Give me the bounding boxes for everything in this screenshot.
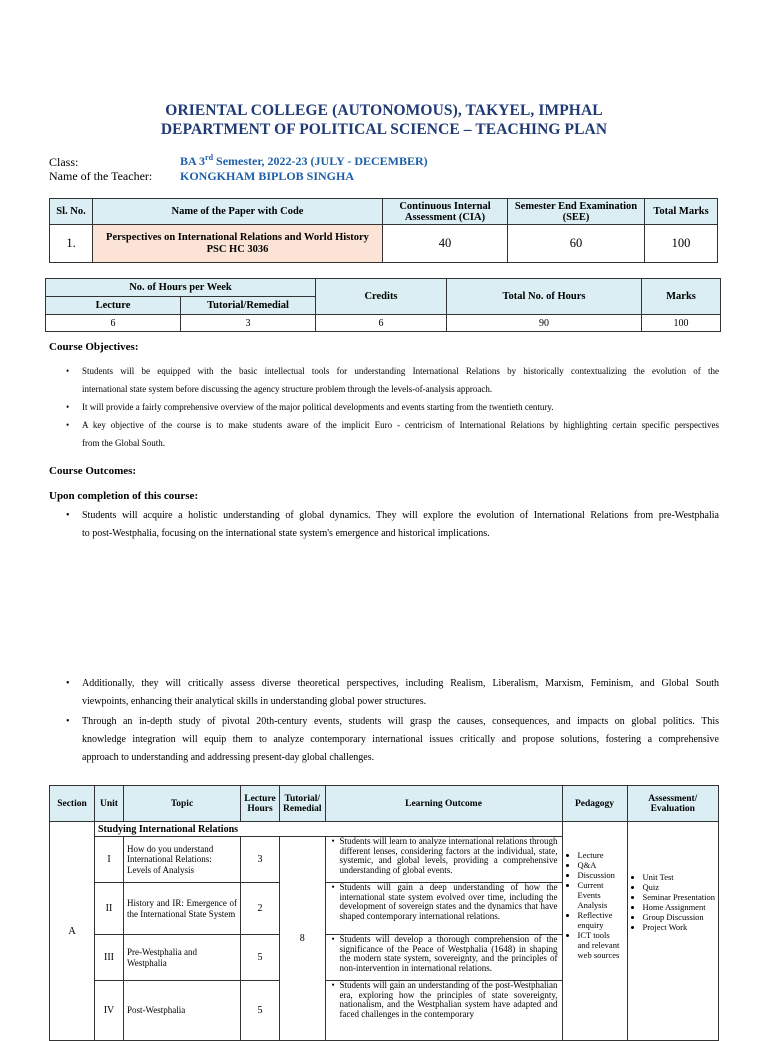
objective-1-line-1: Students will be equipped with the basic intellectual tools for understanding International Relations by historically contextualizing the evolution of the [82, 366, 719, 376]
cell-credits: 6 [316, 315, 447, 332]
header-total-hours: Total No. of Hours [447, 279, 642, 315]
cell-topic: How do you understand International Relations: Levels of Analysis [124, 837, 241, 883]
header-marks: Marks [642, 279, 721, 315]
header-topic: Topic [124, 786, 241, 822]
cell-lecture-hours: 3 [241, 837, 280, 883]
outcome-3-line-3: approach to understanding and addressing present-day global challenges. [82, 752, 375, 763]
assessment-item: • Seminar Presentation [643, 892, 715, 902]
header-sl-no: Sl. No. [50, 199, 93, 225]
pedagogy-item: • ICT tools and relevant web sources [578, 930, 624, 960]
header-unit: Unit [95, 786, 124, 822]
bullet-icon: • [66, 366, 70, 376]
cell-tutorial: 3 [181, 315, 316, 332]
cell-unit: I [95, 837, 124, 883]
cell-paper-name: Perspectives on International Relations and World History PSC HC 3036 [93, 225, 383, 263]
cell-lecture: 6 [46, 315, 181, 332]
cell-sl-no: 1. [50, 225, 93, 263]
bullet-icon: • [66, 420, 70, 430]
pedagogy-item: • Reflective enquiry [578, 910, 624, 930]
teacher-label: Name of the Teacher: [49, 169, 153, 183]
cell-marks: 100 [642, 315, 721, 332]
assessment-item: • Project Work [643, 922, 715, 932]
header-assessment: Assessment/ Evaluation [627, 786, 718, 822]
cell-tutorial: 8 [280, 837, 326, 1041]
cell-learning-outcome: • Students will gain a deep understanding of how the international state system evolved over time, including the development of sovereign states and the dynamics that have shaped contemporary international relations. [325, 883, 562, 935]
header-pedagogy: Pedagogy [562, 786, 627, 822]
header-cia: Continuous Internal Assessment (CIA) [383, 199, 508, 225]
objectives-heading: Course Objectives: [49, 341, 139, 353]
cell-see: 60 [508, 225, 645, 263]
objective-2: It will provide a fairly comprehensive overview of the major political developments and events starting from the twentieth century. [82, 402, 554, 412]
cell-lecture-hours: 5 [241, 981, 280, 1041]
outcome-2-line-2: viewpoints, enhancing their analytical skills in understanding global power structures. [82, 696, 427, 707]
class-label: Class: [49, 155, 79, 169]
teacher-value: KONGKHAM BIPLOB SINGHA [180, 169, 355, 183]
bullet-icon: • [66, 402, 70, 412]
outcome-1-line-1: Students will acquire a holistic understanding of global dynamics. They will explore the evolution of International Relations from pre-Westphalia [82, 510, 719, 521]
outcomes-subheading: Upon completion of this course: [49, 490, 199, 502]
department-title: DEPARTMENT OF POLITICAL SCIENCE – TEACHING PLAN [160, 121, 608, 138]
objective-3-line-2: from the Global South. [82, 438, 165, 448]
outcome-1-line-2: to post-Westphalia, focusing on the international state system's emergence and historical implications. [82, 528, 490, 539]
outcome-3-line-1: Through an in-depth study of pivotal 20th-century events, students will grasp the causes, consequences, and impacts on global politics. This [82, 716, 719, 727]
cell-topic: History and IR: Emergence of the International State System [124, 883, 241, 935]
college-title: ORIENTAL COLLEGE (AUTONOMOUS), TAKYEL, IMPHAL [165, 102, 603, 119]
pedagogy-item: • Q&A [578, 860, 624, 870]
cell-topic: Pre-Westphalia and Westphalia [124, 935, 241, 981]
cell-total-hours: 90 [447, 315, 642, 332]
header-tutorial: Tutorial/Remedial [181, 297, 316, 315]
hours-table [45, 278, 721, 332]
assessment-item: • Group Discussion [643, 912, 715, 922]
pedagogy-item: • Current Events Analysis [578, 880, 624, 910]
pedagogy-item: • Lecture [578, 850, 624, 860]
cell-total: 100 [645, 225, 718, 263]
cell-learning-outcome: • Students will gain an understanding of the post-Westphalian era, exploring how the principles of state sovereignty, nationalism, and the Westphalian system have adapted and faced challenges in the contemporary [325, 981, 562, 1041]
bullet-icon: • [66, 510, 70, 521]
cell-unit: IV [95, 981, 124, 1041]
header-see: Semester End Examination (SEE) [508, 199, 645, 225]
assessment-item: • Home Assignment [643, 902, 715, 912]
cell-lecture-hours: 5 [241, 935, 280, 981]
bullet-icon: • [66, 716, 70, 727]
cell-lecture-hours: 2 [241, 883, 280, 935]
cell-cia: 40 [383, 225, 508, 263]
outcomes-heading: Course Outcomes: [49, 465, 137, 477]
assessment-item: • Unit Test [643, 872, 715, 882]
cell-assessment [627, 822, 718, 1041]
assessment-item: • Quiz [643, 882, 715, 892]
outcome-2-line-1: Additionally, they will critically assess diverse theoretical perspectives, including Realism, Liberalism, Marxism, Feminism, and Global South [82, 678, 719, 689]
header-learning-outcome: Learning Outcome [325, 786, 562, 822]
cell-learning-outcome: • Students will learn to analyze international relations through different lenses, considering factors at the individual, state, systemic, and global levels, providing a comprehensive understanding of global events. [325, 837, 562, 883]
cell-unit: III [95, 935, 124, 981]
header-hours-per-week: No. of Hours per Week [46, 279, 316, 297]
outcome-3-line-2: knowledge integration will equip them to analyze contemporary international issues critically and propose solutions, fostering a comprehensive [82, 734, 719, 745]
teaching-plan-table [49, 785, 719, 1041]
objective-3-line-1: A key objective of the course is to make students aware of the implicit Euro - centricism of International Relations by highlighting certain specific perspectives [82, 420, 719, 430]
cell-pedagogy [562, 822, 627, 1041]
cell-learning-outcome: • Students will develop a thorough comprehension of the significance of the Peace of Westphalia (1648) in shaping the modern state system, sovereignty, and the principles of non-intervention in international relations. [325, 935, 562, 981]
header-total-marks: Total Marks [645, 199, 718, 225]
objective-1-line-2: international state system before discussing the agency structure problem through the levels-of-analysis approach. [82, 384, 493, 394]
bullet-icon: • [66, 678, 70, 689]
section-title: Studying International Relations [95, 822, 563, 837]
cell-unit: II [95, 883, 124, 935]
header-lecture-hours: Lecture Hours [241, 786, 280, 822]
header-credits: Credits [316, 279, 447, 315]
cell-section-a: A [50, 822, 95, 1041]
paper-table [49, 198, 718, 263]
header-section: Section [50, 786, 95, 822]
pedagogy-item: • Discussion [578, 870, 624, 880]
class-value: BA 3rd Semester, 2022-23 (JULY - DECEMBER) [180, 153, 428, 168]
header-tutorial-remedial: Tutorial/ Remedial [280, 786, 326, 822]
header-paper-name: Name of the Paper with Code [93, 199, 383, 225]
header-lecture: Lecture [46, 297, 181, 315]
cell-topic: Post-Westphalia [124, 981, 241, 1041]
